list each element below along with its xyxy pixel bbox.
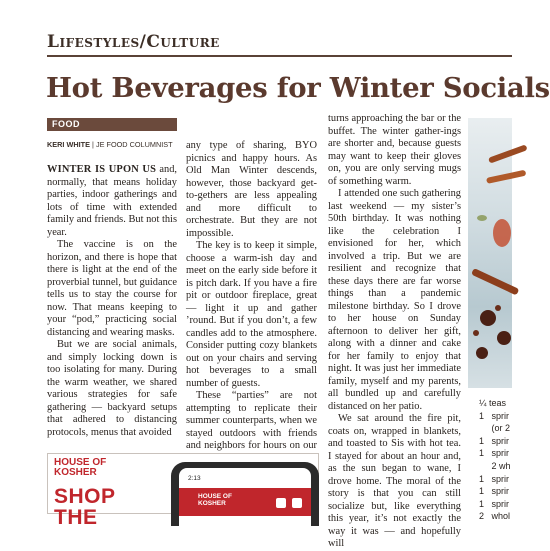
star-anise-icon	[473, 305, 511, 359]
article-headline: Hot Beverages for Winter Socials	[46, 72, 550, 104]
ingredient-line: 1 sprir	[479, 435, 510, 446]
phone-search-icon	[276, 498, 286, 508]
category-label: FOOD	[52, 119, 80, 129]
author-name: KERI WHITE	[47, 140, 90, 149]
section-rule	[47, 55, 512, 57]
phone-time: 2:13	[188, 475, 201, 482]
recipe-ingredients	[479, 397, 511, 523]
phone-cart-icon	[292, 498, 302, 508]
paragraph: I attended one such gathering last weekend — my sister’s 50th birthday. It was nothing like the celebration I envisioned for her, which involved a trip. But we are resilient and recognize that these days there are far worse things than a pandemic milestone birthday. So I drove to her house on Sunday afternoon to deliver her gift, along with a dinner and cake for her family to enjoy that night. It was just her immediate family, myself and my parents, all bundled up and carefully distanced on her patio.	[328, 188, 461, 412]
phone-logo: HOUSE OF KOSHER	[198, 493, 232, 507]
paragraph: turns approaching the bar or the buffet. The winter gather-ings are shorter and, because guests may want to keep their gloves on, you are only serving mugs of something warm.	[328, 113, 461, 187]
lead-text: and, normally, that means holiday parties, indoor gatherings and lots of time with extended family and friends. But not this year.	[47, 164, 177, 238]
author-role: | JE FOOD COLUMNIST	[92, 140, 173, 149]
paragraph: The key is to keep it simple, choose a warm-ish day and meet on the early side before it is pitch dark. If you have a fire pit or outdoor fireplace, great — light it up and gather ’round. But if you don’t, a few candles add to the atmosphere. Consider putting cozy blankets out on your chairs and serving hot beverages to a small number of guests.	[186, 240, 317, 389]
ingredient-line: 1 sprir	[479, 448, 510, 459]
ingredient-line: 1 sprir	[479, 410, 510, 421]
ingredient-line: 2 whol	[479, 511, 511, 522]
ingredient-line: 1 sprir	[479, 473, 510, 484]
ingredient-line: (or 2	[479, 423, 511, 434]
paragraph: any type of sharing, BYO picnics and happy hours. As Old Man Winter descends, however, those backyard get-to-gethers are less appealing and more difficult to orchestrate. But they are not impossible.	[186, 140, 317, 239]
ad-headline: SHOP THE	[54, 485, 116, 529]
byline	[47, 140, 173, 149]
house-of-kosher-ad[interactable]	[47, 453, 319, 529]
paragraph: But we are social animals, and simply locking down is too isolating for many. During the warm weather, we shared various strategies for safe gathering — backyard setups that adhered to distancing protocols, menus that avoided	[47, 339, 177, 438]
lead-in: WINTER IS UPON US	[47, 164, 157, 175]
paragraph: The vaccine is on the horizon, and there is hope that there is light at the end of the proverbial tunnel, but guidance tells us to stay the course for now. That means keeping to your “pod,” practicing social distancing and wearing masks.	[47, 239, 177, 338]
article-column-1	[47, 164, 177, 439]
article-column-2	[186, 140, 317, 465]
paragraph: We sat around the fire pit, coats on, wrapped in blankets, and toasted to Sis with hot tea. I stayed for about an hour and, as the sun began to wane, I drove home. The moral of the story is that you can still socialize but, like everything this year, it’s not exactly the way it was — and hopefully will	[328, 413, 461, 549]
ingredient-line: 1 sprir	[479, 498, 510, 509]
ad-logo: HOUSE OF KOSHER	[54, 457, 107, 478]
spices-photo	[468, 118, 512, 388]
category-bar	[47, 118, 177, 131]
ingredient-line: ¼ teas	[479, 398, 507, 408]
article-column-3	[328, 113, 461, 551]
ingredient-line: 1 sprir	[479, 486, 510, 497]
lead-paragraph	[47, 164, 177, 239]
section-label: Lifestyles/Culture	[47, 32, 220, 52]
ingredient-line: 2 wh	[479, 460, 511, 471]
paragraph: These “parties” are not attempting to replicate their summer counterparts, when we stayed outdoors with friends and neighbors for hours on our	[186, 390, 317, 451]
